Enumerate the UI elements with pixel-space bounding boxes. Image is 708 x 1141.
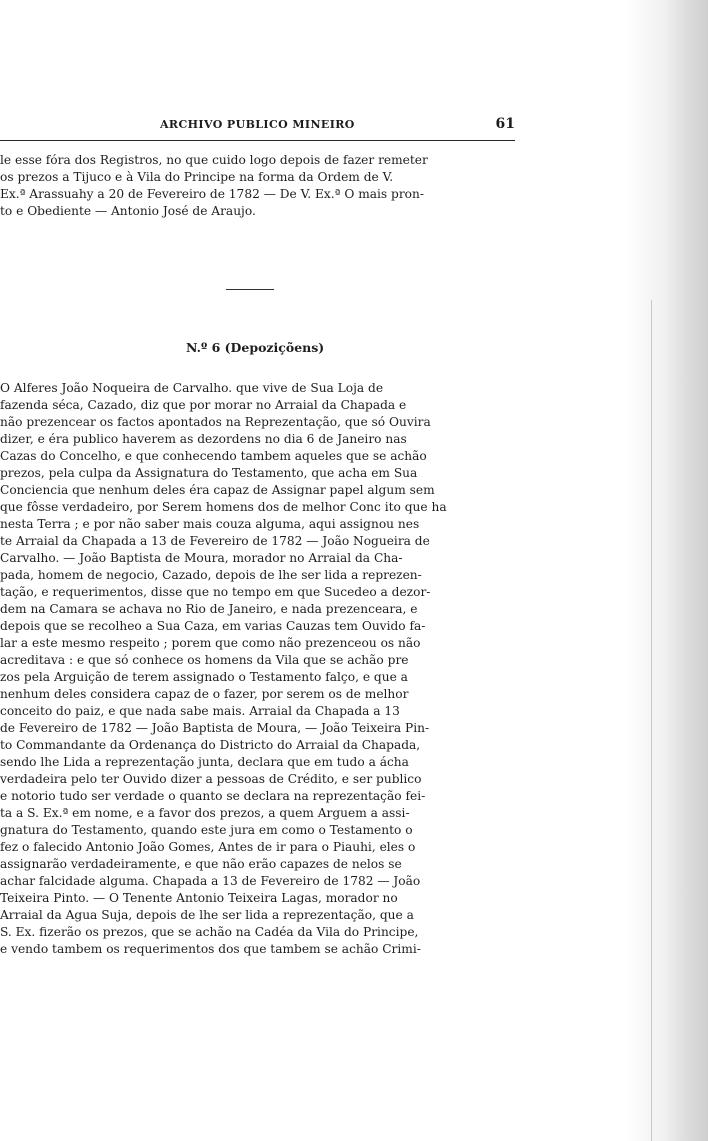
text-line: to Commandante da Ordenança do Districto do Arraial da Chapada, [0, 738, 421, 752]
text-line: depois que se recolheo a Sua Caza, em varias Cauzas tem Ouvido fa- [0, 619, 426, 633]
running-title: ARCHIVO PUBLICO MINEIRO [160, 118, 355, 131]
text-line: prezos, pela culpa da Assignatura do Testamento, que acha em Sua [0, 466, 418, 480]
text-line: Teixeira Pinto. — O Tenente Antonio Teixeira Lagas, morador no [0, 891, 398, 905]
text-line: ta a S. Ex.ª em nome, e a favor dos prezos, a quem Arguem a assi- [0, 806, 410, 820]
text-line: achar falcidade alguma. Chapada a 13 de Fevereiro de 1782 — João [0, 874, 421, 888]
page-header [0, 118, 515, 138]
text-line: O Alferes João Noqueira de Carvalho. que vive de Sua Loja de [0, 381, 384, 395]
intro-paragraph [0, 152, 513, 220]
text-line: e notorio tudo ser verdade o quanto se declara na reprezentação fei- [0, 789, 426, 803]
text-line: S. Ex. fizerão os prezos, que se achão na Cadéa da Vila do Principe, [0, 925, 419, 939]
text-line: dizer, e éra publico haverem as dezordens no dia 6 de Janeiro nas [0, 432, 407, 446]
text-line: sendo lhe Lida a reprezentação junta, declara que em tudo a ácha [0, 755, 409, 769]
section-divider [226, 289, 274, 290]
page-number: 61 [495, 116, 515, 132]
text-line: dem na Camara se achava no Rio de Janeiro, e nada prezenceara, e [0, 602, 418, 616]
text-line: nesta Terra ; e por não saber mais couza alguma, aqui assignou nes [0, 517, 420, 531]
text-line: zos pela Arguição de terem assignado o Testamento falço, e que a [0, 670, 408, 684]
text-line: e vendo tambem os requerimentos dos que tambem se achão Crimi- [0, 942, 421, 956]
text-line: verdadeira pelo ter Ouvido dizer a pessoas de Crédito, e ser publico [0, 772, 422, 786]
text-line: Arraial da Agua Suja, depois de lhe ser lida a reprezentação, que a [0, 908, 414, 922]
text-line: conceito do paiz, e que nada sabe mais. Arraial da Chapada a 13 [0, 704, 400, 718]
text-line: Carvalho. — João Baptista de Moura, morador no Arraial da Cha- [0, 551, 403, 565]
binding-gutter-shadow [626, 0, 708, 1141]
text-line: gnatura do Testamento, quando este jura em como o Testamento o [0, 823, 413, 837]
text-line: pada, homem de negocio, Cazado, depois de lhe ser lida a reprezen- [0, 568, 422, 582]
text-line: fazenda séca, Cazado, diz que por morar no Arraial da Chapada e [0, 398, 407, 412]
body-paragraph [0, 380, 513, 958]
text-line: lar a este mesmo respeito ; porem que como não prezenceou os não [0, 636, 421, 650]
text-line: to e Obediente — Antonio José de Araujo. [0, 204, 256, 218]
text-line: tação, e requerimentos, disse que no tempo em que Sucedeo a dezor- [0, 585, 431, 599]
text-line: le esse fóra dos Registros, no que cuido logo depois de fazer remeter [0, 153, 428, 167]
text-line: fez o falecido Antonio João Gomes, Antes de ir para o Piauhi, eles o [0, 840, 416, 854]
text-line: assignarão verdadeiramente, e que não erão capazes de nelos se [0, 857, 402, 871]
text-line: não prezencear os factos apontados na Reprezentação, que só Ouvira [0, 415, 431, 429]
text-line: te Arraial da Chapada a 13 de Fevereiro de 1782 — João Nogueira de [0, 534, 430, 548]
text-line: nenhum deles considera capaz de o fazer, por serem os de melhor [0, 687, 409, 701]
text-line: que fôsse verdadeiro, por Serem homens dos de melhor Conc ito que ha [0, 500, 447, 514]
text-line: de Fevereiro de 1782 — João Baptista de Moura, — João Teixeira Pin- [0, 721, 430, 735]
binding-edge-line [651, 300, 652, 1141]
text-line: acreditava : e que só conhece os homens da Vila que se achão pre [0, 653, 409, 667]
section-title: N.º 6 (Depoziçõens) [186, 340, 325, 355]
text-line: Ex.ª Arassuahy a 20 de Fevereiro de 1782 — De V. Ex.ª O mais pron- [0, 187, 424, 201]
text-line: Cazas do Concelho, e que conhecendo tambem aqueles que se achão [0, 449, 427, 463]
text-line: Conciencia que nenhum deles éra capaz de Assignar papel algum sem [0, 483, 435, 497]
text-line: os prezos a Tijuco e à Vila do Principe na forma da Ordem de V. [0, 170, 394, 184]
header-rule [0, 140, 515, 141]
